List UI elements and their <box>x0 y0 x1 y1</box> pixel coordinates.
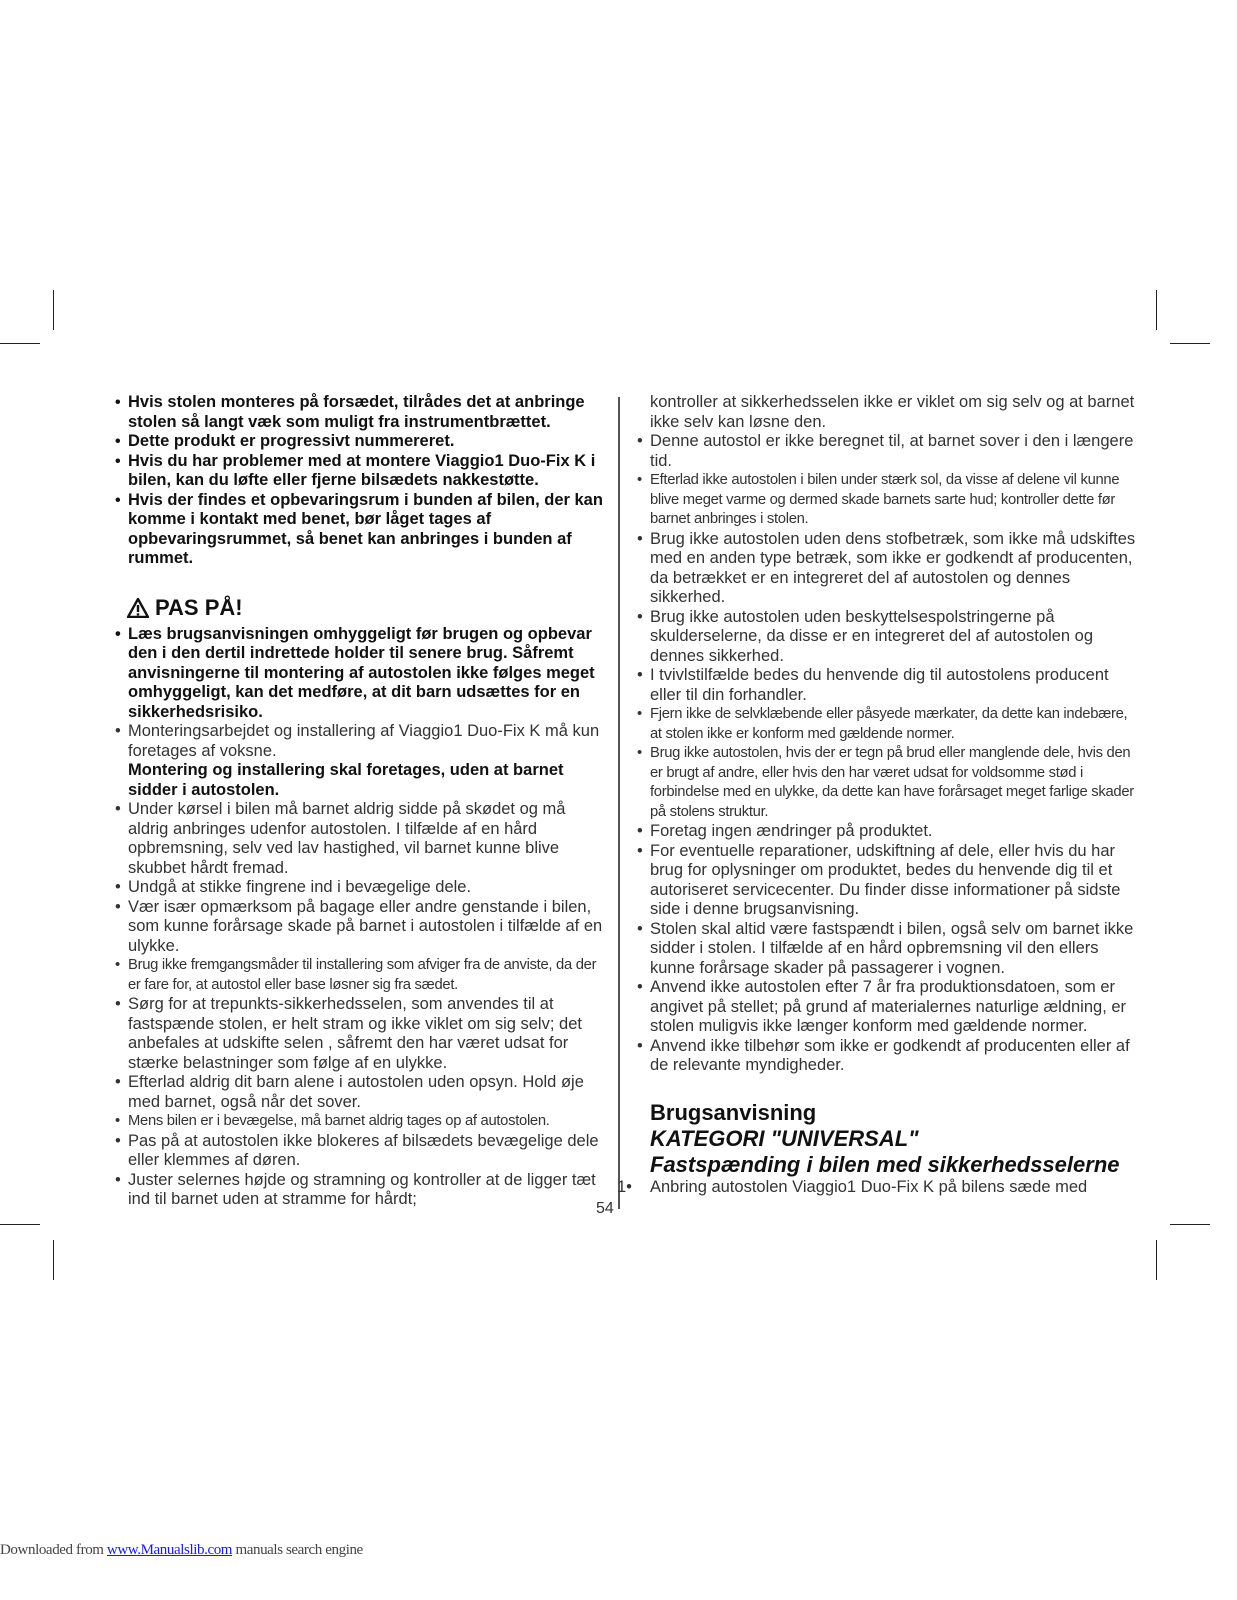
step-list <box>637 1178 1137 1198</box>
crop-mark <box>0 343 40 344</box>
crop-mark <box>53 1240 54 1280</box>
list-item: • Stolen skal altid være fastspændt i bilen, også selv om barnet ikke sidder i stolen. I tilfælde af en hård opbremsning vil den ellers kunne forårsage skader på passagerer i vognen. <box>637 920 1137 979</box>
crop-mark <box>1170 343 1210 344</box>
warning-triangle-icon <box>127 598 149 618</box>
footer-link[interactable]: www.Manualslib.com <box>106 1542 233 1558</box>
list-item: • Undgå at stikke fingrene ind i bevægelige dele. <box>115 878 605 898</box>
list-item: • Anvend ikke autostolen efter 7 år fra produktionsdatoen, som er angivet på stellet; på grund af materialernes naturlige ældning, er stolen muligvis ikke længer konform med gældende normer. <box>637 978 1137 1037</box>
list-item: • Foretag ingen ændringer på produktet. <box>637 822 1137 842</box>
list-item: • Sørg for at trepunkts-sikkerhedsselen, som anvendes til at fastspænde stolen, er helt stram og ikke viklet om sig selv; det anbefales at udskifte selen , såfremt den har været udsat for stærke belastninger som følge af en ulykke. <box>115 995 605 1073</box>
footer-suffix: manuals search engine <box>235 1542 363 1558</box>
list-item: • Hvis du har problemer med at montere Viaggio1 Duo-Fix K i bilen, kan du løfte eller fjerne bilsædets nakkestøtte. <box>115 452 605 491</box>
list-item: • Efterlad aldrig dit barn alene i autostolen uden opsyn. Hold øje med barnet, også når det sover. <box>115 1073 605 1112</box>
list-item: • Brug ikke fremgangsmåder til installering som afviger fra de anviste, da der er fare for, at autostol eller base løsner sig fra sædet. <box>115 956 605 995</box>
warning-bullet-list <box>115 625 605 1210</box>
intro-bullet-list <box>115 393 605 569</box>
crop-mark <box>0 1224 40 1225</box>
step-item: 1• Anbring autostolen Viaggio1 Duo-Fix K på bilens sæde med <box>637 1178 1137 1198</box>
footer-prefix: Downloaded from <box>0 1542 104 1558</box>
list-item: • Hvis der findes et opbevaringsrum i bunden af bilen, der kan komme i kontakt med benet, bør låget tages af opbevaringsrummet, så benet kan anbringes i bunden af rummet. <box>115 491 605 569</box>
crop-mark <box>1156 1240 1157 1280</box>
crop-mark <box>1156 290 1157 330</box>
crop-mark <box>1170 1224 1210 1225</box>
left-column <box>115 393 605 1210</box>
footer <box>0 1542 363 1559</box>
list-item: • Læs brugsanvisningen omhyggeligt før brugen og opbevar den i den dertil indrettede holder til senere brug. Såfremt anvisningerne til montering af autostolen ikke følges meget omhyggeligt, kan det medføre, at dit barn udsættes for en sikkerhedsrisiko. <box>115 625 605 723</box>
column-divider <box>618 397 620 1209</box>
list-item: • Efterlad ikke autostolen i bilen under stærk sol, da visse af delene vil kunne blive meget varme og dermed skade barnets sarte hud; kontroller dette før barnet anbringes i stolen. <box>637 471 1137 530</box>
list-item: • Vær især opmærksom på bagage eller andre genstande i bilen, som kunne forårsage skade på barnet i autostolen i tilfælde af en ulykke. <box>115 898 605 957</box>
list-item: • Denne autostol er ikke beregnet til, at barnet sover i den i længere tid. <box>637 432 1137 471</box>
list-item: • For eventuelle reparationer, udskiftning af dele, eller hvis du har brug for oplysninger om produktet, bedes du henvende dig til et autoriseret servicecenter. Du finder disse informationer på sidste side i denne brugsanvisning. <box>637 842 1137 920</box>
list-item: • Brug ikke autostolen uden beskyttelsespolstringerne på skulderselerne, da disse er en integreret del af autostolen og dennes sikkerhed. <box>637 608 1137 667</box>
section-subtitle: Fastspænding i bilen med sikkerhedsselerne <box>650 1151 1120 1177</box>
list-item: • Dette produkt er progressivt nummereret. <box>115 432 605 452</box>
page-number: 54 <box>596 1200 614 1217</box>
list-item: • Brug ikke autostolen uden dens stofbetræk, som ikke må udskiftes med en anden type betræk, som ikke er godkendt af producenten, da betrækket er en integreret del af autostolen og dennes sikkerhed. <box>637 530 1137 608</box>
right-column <box>637 393 1137 1197</box>
mount-text: Monteringsarbejdet og installering af Viaggio1 Duo-Fix K må kun foretages af voksne. <box>128 722 600 760</box>
list-item: • Mens bilen er i bevægelse, må barnet aldrig tages op af autostolen. <box>115 1112 605 1132</box>
section-category: KATEGORI "UNIVERSAL" <box>650 1125 919 1151</box>
list-item <box>115 722 605 800</box>
list-item: • I tvivlstilfælde bedes du henvende dig til autostolens producent eller til din forhandler. <box>637 666 1137 705</box>
mount-bold-text: Montering og installering skal foretages, uden at barnet sidder i autostolen. <box>128 761 564 799</box>
list-item: • Pas på at autostolen ikke blokeres af bilsædets bevægelige dele eller klemmes af døren. <box>115 1132 605 1171</box>
right-bullet-list <box>637 393 1137 1076</box>
warning-heading <box>127 595 605 621</box>
list-item: • Under kørsel i bilen må barnet aldrig sidde på skødet og må aldrig anbringes udenfor autostolen. I tilfælde af en hård opbremsning, selv ved lav hastighed, vil barnet kunne blive skubbet hårdt fremad. <box>115 800 605 878</box>
crop-mark <box>53 290 54 330</box>
section-title: Brugsanvisning <box>650 1099 817 1125</box>
list-item: • Brug ikke autostolen, hvis der er tegn på brud eller manglende dele, hvis den er brugt af andre, eller hvis den har været udsat for voldsomme stød i forbindelse med en ulykke, da dette kan have forårsaget meget farlige skader på stolens struktur. <box>637 744 1137 822</box>
list-item: • Fjern ikke de selvklæbende eller påsyede mærkater, da dette kan indebære, at stolen ikke er konform med gældende normer. <box>637 705 1137 744</box>
list-item: • Juster selernes højde og stramning og kontroller at de ligger tæt ind til barnet uden at stramme for hårdt; <box>115 1171 605 1210</box>
list-item-continuation: kontroller at sikkerhedsselen ikke er viklet om sig selv og at barnet ikke selv kan løsne den. <box>650 393 1135 431</box>
instructions-heading <box>650 1100 1137 1178</box>
list-item: • Anvend ikke tilbehør som ikke er godkendt af producenten eller af de relevante myndigheder. <box>637 1037 1137 1076</box>
list-item: • Hvis stolen monteres på forsædet, tilrådes det at anbringe stolen så langt væk som muligt fra instrumentbrættet. <box>115 393 605 432</box>
warning-heading-text: PAS PÅ! <box>155 594 243 620</box>
